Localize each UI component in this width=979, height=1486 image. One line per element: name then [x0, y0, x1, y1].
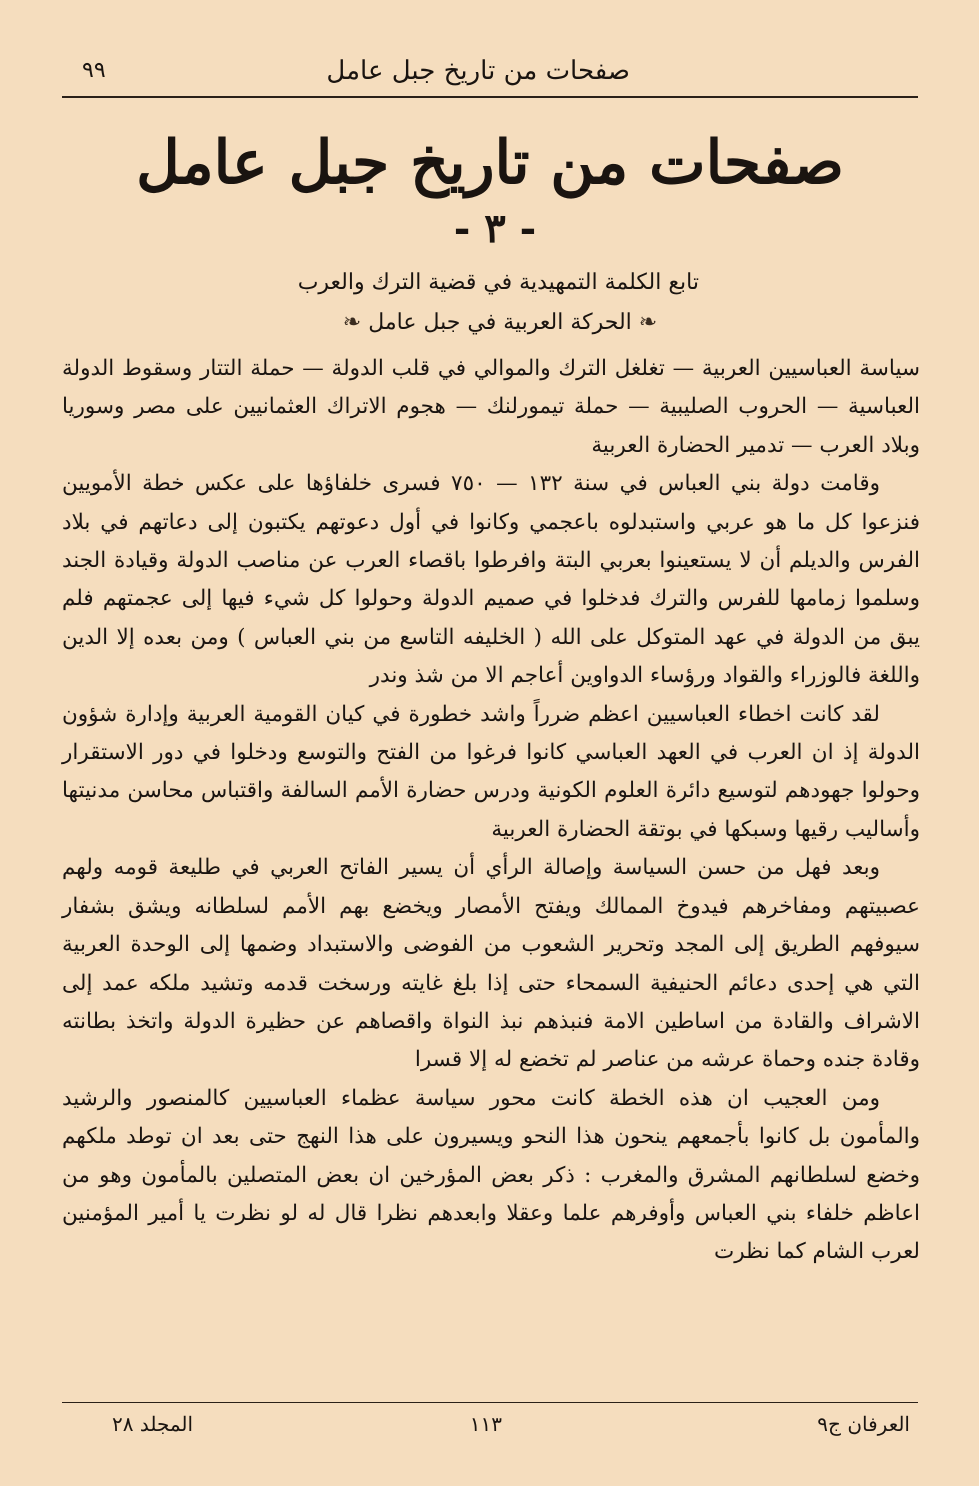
body-paragraph: لقد كانت اخطاء العباسيين اعظم ضرراً واشد خطورة في كيان القومية العربية وإدارة شؤون الدولة إذ ان العرب في العهد العباسي كانوا فرغوا من الفتح والتوسع ودخلوا في دور الاستقرار وحولوا جهودهم لتوسيع دائرة العلوم الكونية ودرس حضارة الأمم السالفة واقتباس محاسن مدنيتها وأساليب رقيها وسبكها في بوتقة الحضارة العربية	[62, 701, 920, 842]
volume-label: المجلد ٢٨	[112, 1412, 194, 1436]
header-rule	[62, 96, 918, 98]
running-title: صفحات من تاريخ جبل عامل	[326, 56, 630, 86]
article-title: صفحات من تاريخ جبل عامل	[136, 128, 844, 198]
page-footer	[62, 1408, 920, 1448]
subtitle-secondary-text: الحركة العربية في جبل عامل	[368, 310, 632, 335]
body-paragraph: وقامت دولة بني العباس في سنة ١٣٢ — ٧٥٠ فسرى خلفاؤها على عكس خطة الأمويين فنزعوا كل ما هو عربي واستبدلوه باعجمي وكانوا في أول دعوتهم يكتبون إلى دعاتهم في بلاد الفرس والديلم أن لا يستعينوا بعربي البتة وافرطوا باقصاء العرب عن مناصب الدولة وقيادة الجند وسلموا زمامها للفرس والترك فدخلوا في صميم الدولة وحولوا كل شيء فيها إلى عجمتهم فلم يبق من الدولة في عهد المتوكل على الله ( الخليفه التاسع من بني العباس ) ومن بعده إلا الدين واللغة فالوزراء والقواد ورؤساء الدواوين أعاجم الا من شذ وندر	[62, 471, 920, 689]
summary-paragraph: سياسة العباسيين العربية — تغلغل الترك والموالي في قلب الدولة — حملة التتار وسقوط الدولة العباسية — الحروب الصليبية — حملة تيمورلنك — هجوم الاتراك العثمانيين على مصر وسوريا وبلاد العرب — تدمير الحضارة العربية	[62, 356, 920, 458]
subtitle-secondary	[300, 310, 700, 335]
journal-issue: العرفان ج٩	[817, 1412, 910, 1436]
ornament-right-icon: ❧	[638, 310, 658, 335]
header-page-number: ٩٩	[82, 58, 106, 83]
footer-rule	[62, 1402, 918, 1403]
article-body	[62, 350, 920, 1272]
subtitle-primary: تابع الكلمة التمهيدية في قضية الترك والعرب	[297, 270, 699, 295]
body-paragraph: وبعد فهل من حسن السياسة وإصالة الرأي أن يسير الفاتح العربي في طليعة قومه ولهم عصبيتهم ومفاخرهم فيدوخ الممالك ويفتح الأمصار ويخضع بهم الأمم لسلطانه ويشق بشفار سيوفهم الطريق إلى المجد وتحرير الشعوب من الفوضى والاستبداد وضمها إلى الوحدة العربية التي هي إحدى دعائم الحنيفية السمحاء حتى إذا بلغ غايته ورسخت قدمه وتشيد ملكه عمد إلى الاشراف والقادة من اساطين الامة فنبذهم نبذ النواة واقصاهم عن حظيرة الدولة واتخذ بطانته وقادة جنده وحماة عرشه من عناصر لم تخضع له إلا قسرا	[62, 855, 920, 1073]
running-header	[62, 52, 920, 92]
body-paragraph: ومن العجيب ان هذه الخطة كانت محور سياسة عظماء العباسيين كالمنصور والرشيد والمأمون بل كانوا بأجمعهم ينحون هذا النحو ويسيرون على هذا النهج حتى بعد ان توطد ملكهم وخضع لسلطانهم المشرق والمغرب : ذكر بعض المؤرخين ان بعض المتصلين بالمأمون وهو من اعاظم خلفاء بني العباس وأوفرهم علما وعقلا وابعدهم نظرا قال له لو نظرت يا أمير المؤمنين لعرب الشام كما نظرت	[62, 1085, 920, 1265]
part-number: - ٣ -	[453, 205, 537, 252]
ornament-left-icon: ❧	[342, 310, 362, 335]
footer-page-number: ١١٣	[469, 1412, 502, 1436]
